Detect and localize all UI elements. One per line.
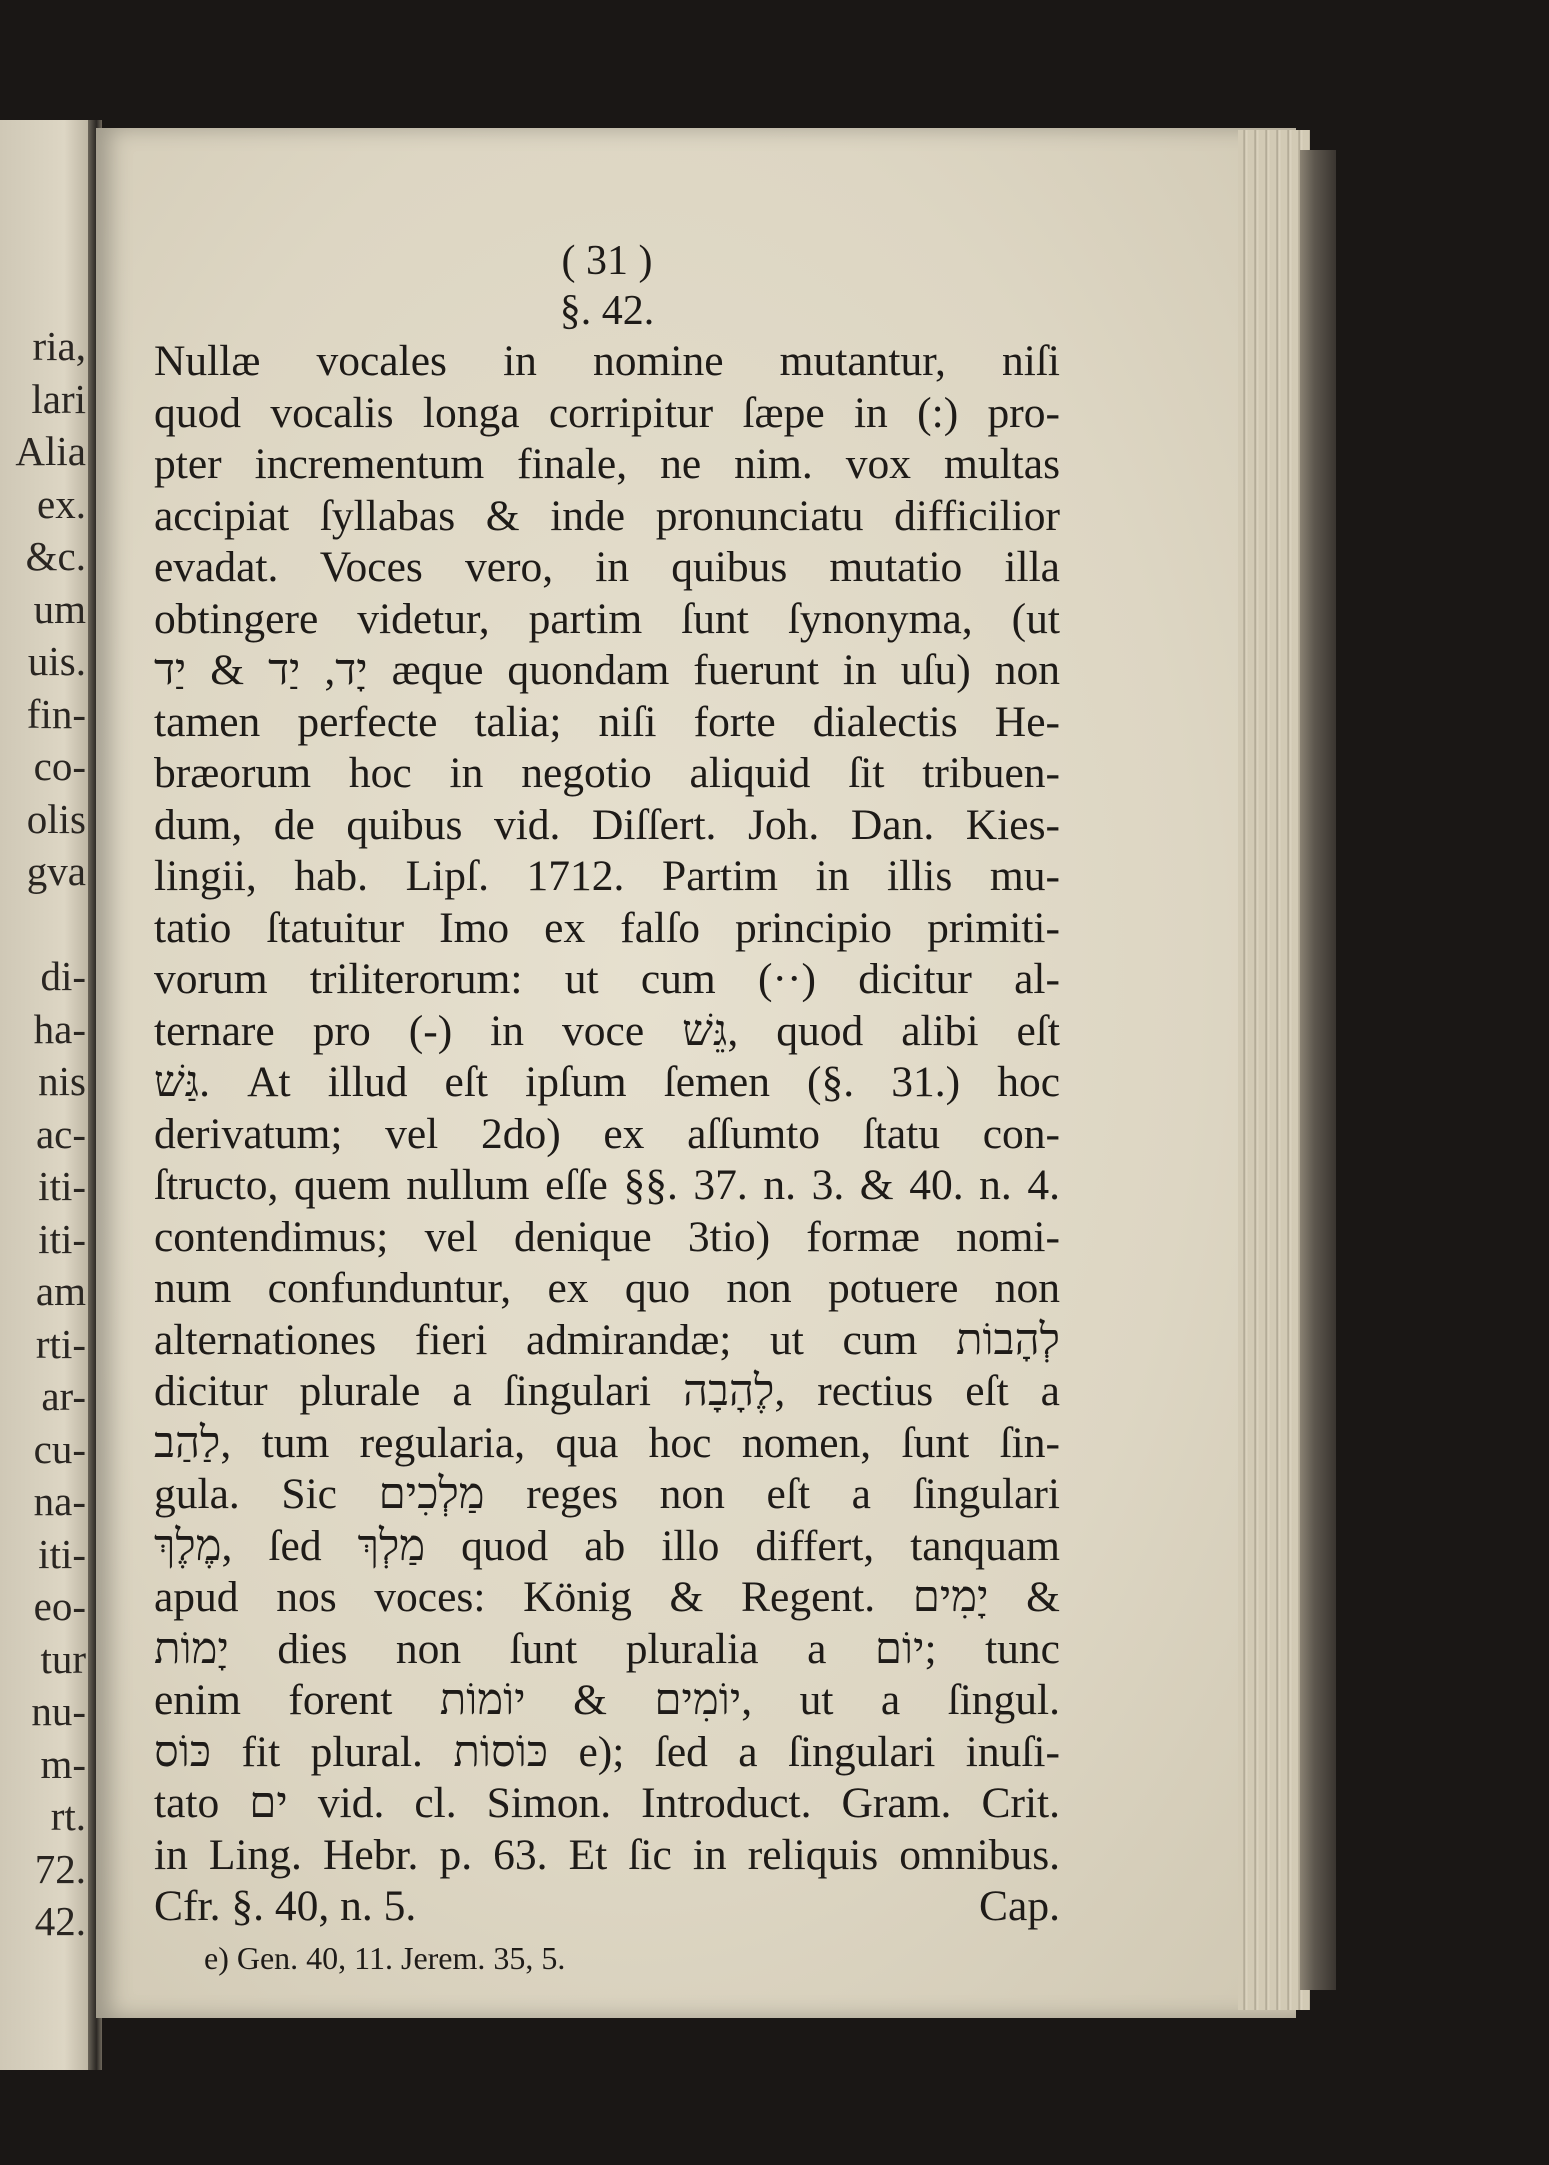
text-line: pter incrementum finale, ne nim. vox multas: [154, 440, 1060, 488]
text-line: num confunduntur, ex quo non potuere non: [154, 1264, 1060, 1312]
margin-fragment: fin-: [26, 690, 86, 737]
text-line: evadat. Voces vero, in quibus mutatio illa: [154, 543, 1060, 591]
text-line: vorum triliterorum: ut cum (··) dicitur al-: [154, 955, 1060, 1003]
text-line: apud nos voces: König & Regent. יָמִים &: [154, 1573, 1060, 1621]
margin-fragment: iti-: [38, 1215, 86, 1262]
footnote: e) Gen. 40, 11. Jerem. 35, 5.: [204, 1939, 566, 1976]
text-block: [154, 236, 1060, 1983]
closing-line: [154, 1881, 1060, 1933]
text-line: lingii, hab. Lipſ. 1712. Partim in illis mu-: [154, 852, 1060, 900]
margin-fragment: lari: [31, 375, 86, 422]
text-line: gula. Sic מַלְכִים reges non eſt a ſingulari: [154, 1470, 1060, 1518]
text-line: tamen perfecte talia; niſi forte dialectis He-: [154, 697, 1060, 746]
margin-fragment: 42.: [34, 1898, 86, 1944]
left-facing-page: [0, 120, 92, 2070]
text-line: כּוֹס fit plural. כּוֹסוֹת e); ſed a ſingulari inuſi-: [154, 1727, 1061, 1776]
text-line: ternare pro (-) in voce גֵּשׁ, quod alibi eſt: [154, 1006, 1061, 1055]
text-line: יָמוֹת dies non ſunt pluralia a יוֹם; tunc: [154, 1624, 1060, 1673]
text-line: bræorum hoc in negotio aliquid ſit tribuen-: [154, 749, 1060, 797]
page-number: ( 31 ): [561, 238, 653, 284]
book-cover-edge: [1300, 150, 1336, 1990]
margin-fragment: iti-: [38, 1530, 86, 1577]
margin-fragment: nu-: [31, 1688, 86, 1734]
margin-fragment: nis: [38, 1058, 86, 1104]
text-line: dicitur plurale a ſingulari לֶהָבָה, rectius eſt a: [154, 1367, 1060, 1415]
text-line: tatio ſtatuitur Imo ex falſo principio primiti-: [154, 903, 1060, 952]
text-line: contendimus; vel denique 3tio) formæ nomi-: [154, 1212, 1060, 1261]
text-line: accipiat ſyllabas & inde pronunciatu difficilior: [154, 491, 1060, 540]
text-line: alternationes fieri admirandæ; ut cum לְהָבוֹת: [154, 1315, 1060, 1364]
margin-fragment: rt.: [50, 1793, 86, 1839]
margin-fragment: am: [35, 1268, 86, 1314]
margin-fragment: [0, 898, 86, 951]
text-line: dum, de quibus vid. Diſſert. Joh. Dan. Kies-: [154, 800, 1060, 849]
text-line: גַּשׁ. At illud eſt ipſum ſemen (§. 31.) hoc: [154, 1058, 1060, 1106]
body-text: [154, 336, 1060, 1881]
catchword: Cap.: [979, 1882, 1060, 1930]
closing-reference: Cfr. §. 40, n. 5.: [154, 1882, 417, 1930]
margin-fragment: rti-: [35, 1320, 86, 1367]
margin-fragment: ria,: [32, 323, 86, 369]
section-heading: §. 42.: [559, 288, 655, 334]
margin-fragment: 72.: [34, 1845, 86, 1892]
margin-fragment: um: [33, 585, 86, 632]
margin-fragment: &c.: [25, 533, 86, 579]
margin-fragment: ha-: [33, 1005, 86, 1052]
text-line: ſtructo, quem nullum eſſe §§. 37. n. 3. & 40. n. 4.: [154, 1161, 1060, 1209]
text-line: יָד, יַד & יַד æque quondam fuerunt in uſu) non: [154, 646, 1060, 694]
margin-fragment: di-: [40, 953, 86, 999]
text-line: מֶלֶךְ, ſed מַלְךְ quod ab illo differt, tanquam: [154, 1521, 1060, 1570]
margin-fragment: co-: [33, 743, 86, 789]
margin-fragment: uis.: [27, 638, 86, 684]
margin-fragment: m-: [40, 1740, 86, 1787]
text-line: obtingere videtur, partim ſunt ſynonyma, (ut: [154, 594, 1060, 643]
margin-fragment: ac-: [35, 1110, 86, 1157]
margin-fragment: olis: [26, 795, 86, 842]
text-line: quod vocalis longa corripitur ſæpe in (:) pro-: [154, 388, 1060, 437]
text-line: Nullæ vocales in nomine mutantur, niſi: [154, 337, 1060, 385]
text-line: לַהַב, tum regularia, qua hoc nomen, ſunt ſin-: [154, 1418, 1060, 1467]
text-line: enim forent יוֹמִים & יוֹמוֹת, ut a ſingul.: [154, 1676, 1060, 1724]
text-line: derivatum; vel 2do) ex aſſumto ſtatu con-: [154, 1109, 1060, 1158]
text-line: tato ים vid. cl. Simon. Introduct. Gram. Crit.: [154, 1779, 1060, 1827]
margin-fragment: tur: [40, 1635, 86, 1682]
margin-fragment: gva: [26, 848, 86, 894]
margin-fragment: iti-: [38, 1163, 86, 1209]
margin-fragment: ar-: [41, 1373, 86, 1419]
margin-fragment: eo-: [33, 1583, 86, 1629]
margin-fragment: Alia: [15, 428, 86, 474]
left-page-margin-text: [0, 320, 86, 1948]
margin-fragment: ex.: [37, 480, 86, 527]
text-line: in Ling. Hebr. p. 63. Et ſic in reliquis omnibus.: [154, 1830, 1060, 1879]
margin-fragment: na-: [33, 1478, 86, 1524]
margin-fragment: cu-: [33, 1425, 86, 1472]
